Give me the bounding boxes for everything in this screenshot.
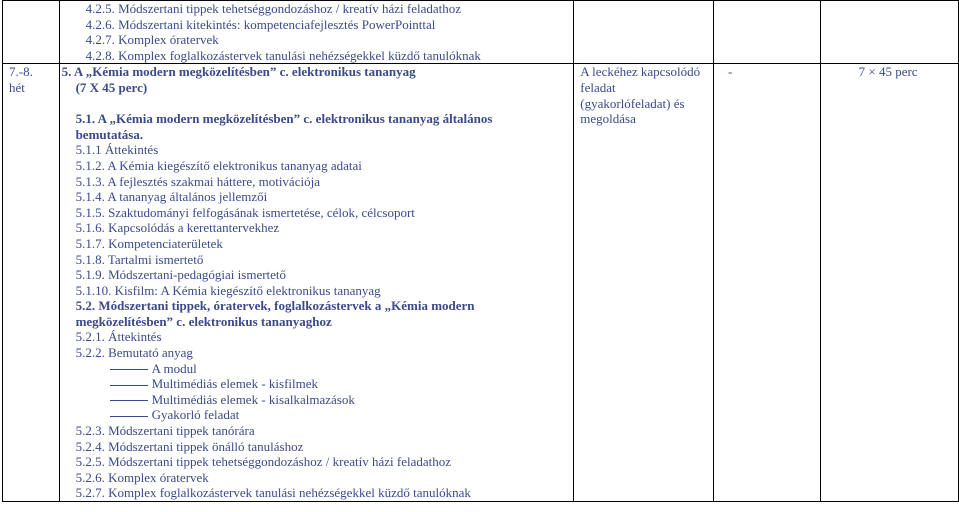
week-label: 7.-8. <box>9 64 33 80</box>
list-item: 5.2.2. Bemutató anyag <box>75 345 193 361</box>
week-cell <box>3 64 60 502</box>
subsection-title-cont: megközelítésben” c. elektronikus tananyaghoz <box>75 313 332 329</box>
list-item: 5.1.9. Módszertani-pedagógiai ismertető <box>75 267 287 283</box>
content-cell <box>59 64 574 502</box>
list-item: 5.1.7. Kompetenciaterületek <box>75 235 223 251</box>
task-text: feladat <box>580 79 616 95</box>
section-subtitle: (7 X 45 perc) <box>75 79 148 95</box>
dash-bullet-icon <box>110 385 148 386</box>
extra-value: - <box>728 64 733 80</box>
dash-bullet-icon <box>110 416 148 417</box>
bullet-label: Multimédiás elemek - kisfilmek <box>151 376 319 392</box>
bullet-item <box>60 361 574 377</box>
list-item: 4.2.5. Módszertani tippek tehetséggondozáshoz / kreatív házi feladathoz <box>85 1 462 16</box>
bullet-label: Gyakorló feladat <box>151 407 240 423</box>
dash-bullet-icon <box>110 369 148 370</box>
list-item: 5.1.4. A tananyag általános jellemzői <box>75 189 268 205</box>
week-cell-top <box>3 1 60 64</box>
dash-bullet-icon <box>110 400 148 401</box>
section-title: 5. A „Kémia modern megközelítésben” c. elektronikus tananyag <box>61 64 416 80</box>
list-item: 5.1.8. Tartalmi ismertető <box>75 251 204 267</box>
task-text: megoldása <box>580 111 636 127</box>
week-label-suffix: hét <box>9 79 25 95</box>
list-item: 5.1.3. A fejlesztés szakmai háttere, motivációja <box>75 173 320 189</box>
table-row-top <box>3 1 959 64</box>
list-item: 5.1.5. Szaktudományi felfogásának ismertetése, célok, célcsoport <box>75 204 415 220</box>
subsection-title-cont: bemutatása. <box>75 126 144 142</box>
table-row-main <box>3 64 959 502</box>
content-cell-top <box>59 1 574 64</box>
list-item: 5.2.5. Módszertani tippek tehetséggondozáshoz / kreatív házi feladathoz <box>75 454 452 470</box>
list-item: 5.2.3. Módszertani tippek tanórára <box>75 423 255 439</box>
list-item: 5.2.1. Áttekintés <box>75 329 162 345</box>
duration-value: 7 × 45 perc <box>858 64 918 80</box>
subsection-title: 5.1. A „Kémia modern megközelítésben” c. elektronikus tananyag általános <box>75 111 493 127</box>
list-item: 5.1.2. A Kémia kiegészítő elektronikus tananyag adatai <box>75 157 362 173</box>
list-item: 5.1.1 Áttekintés <box>75 142 159 158</box>
list-item: 4.2.8. Komplex foglalkozástervek tanulási nehézségekkel küzdő tanulóknak <box>85 47 481 63</box>
list-item: 5.2.7. Komplex foglalkozástervek tanulási nehézségekkel küzdő tanulóknak <box>75 485 471 501</box>
task-cell-top <box>574 1 714 64</box>
list-item: 5.2.4. Módszertani tippek önálló tanuláshoz <box>75 438 304 454</box>
duration-cell-top <box>820 1 958 64</box>
list-item: 5.1.6. Kapcsolódás a kerettantervekhez <box>75 220 280 236</box>
list-item: 5.1.10. Kisfilm: A Kémia kiegészítő elektronikus tananyag <box>75 282 381 298</box>
list-item: 4.2.6. Módszertani kitekintés: kompetenciafejlesztés PowerPointtal <box>85 16 436 32</box>
list-item: 4.2.7. Komplex óratervek <box>85 32 219 48</box>
task-text: A leckéhez kapcsolódó <box>580 64 701 80</box>
course-schedule-table <box>2 0 959 502</box>
task-text: (gyakorlófeladat) és <box>580 95 685 111</box>
duration-cell <box>820 64 958 502</box>
extra-cell <box>714 64 821 502</box>
bullet-item <box>60 392 574 408</box>
bullet-label: A modul <box>151 360 197 376</box>
subsection-title: 5.2. Módszertani tippek, óratervek, foglalkozástervek a „Kémia modern <box>75 298 475 314</box>
spacer <box>60 96 574 112</box>
list-item: 5.2.6. Komplex óratervek <box>75 469 209 485</box>
bullet-item <box>60 407 574 423</box>
bullet-item <box>60 376 574 392</box>
extra-cell-top <box>714 1 821 64</box>
bullet-label: Multimédiás elemek - kisalkalmazások <box>151 391 355 407</box>
task-cell <box>574 64 714 502</box>
